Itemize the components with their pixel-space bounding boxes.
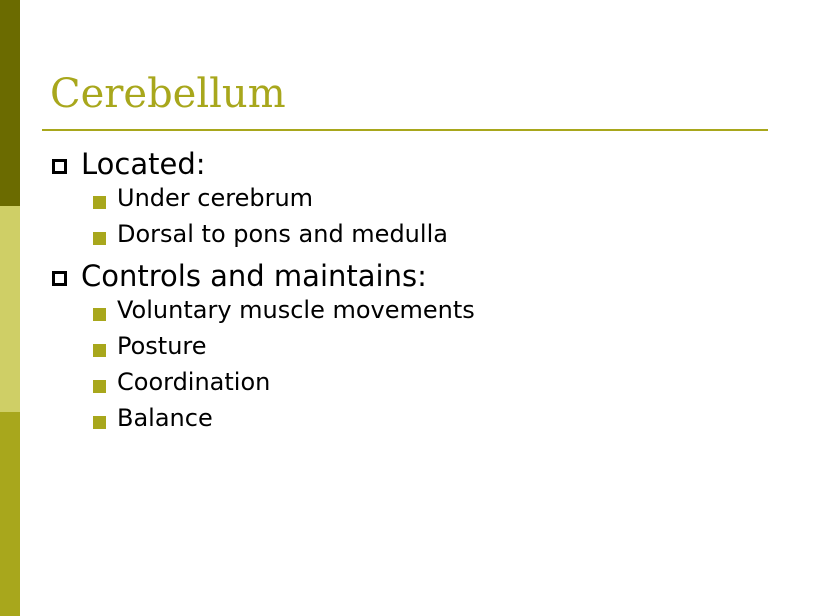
bullet-heading: Located: [81, 147, 206, 181]
bullet-item: Voluntary muscle movements [117, 296, 475, 324]
hollow-square-icon [52, 159, 67, 174]
filled-square-icon [93, 308, 106, 321]
bullet-item: Dorsal to pons and medulla [117, 220, 448, 248]
side-bar-segment-middle [0, 206, 20, 412]
slide-title: Cerebellum [50, 71, 286, 117]
bullet-heading: Controls and maintains: [81, 259, 427, 293]
filled-square-icon [93, 380, 106, 393]
bullet-item: Under cerebrum [117, 184, 314, 212]
filled-square-icon [93, 344, 106, 357]
filled-square-icon [93, 416, 106, 429]
title-underline [42, 129, 768, 131]
filled-square-icon [93, 196, 106, 209]
hollow-square-icon [52, 271, 67, 286]
side-accent-bar [0, 0, 20, 616]
bullet-item: Coordination [117, 368, 271, 396]
side-bar-segment-bottom [0, 412, 20, 616]
filled-square-icon [93, 232, 106, 245]
bullet-item: Posture [117, 332, 207, 360]
bullet-item: Balance [117, 404, 213, 432]
side-bar-segment-top [0, 0, 20, 206]
